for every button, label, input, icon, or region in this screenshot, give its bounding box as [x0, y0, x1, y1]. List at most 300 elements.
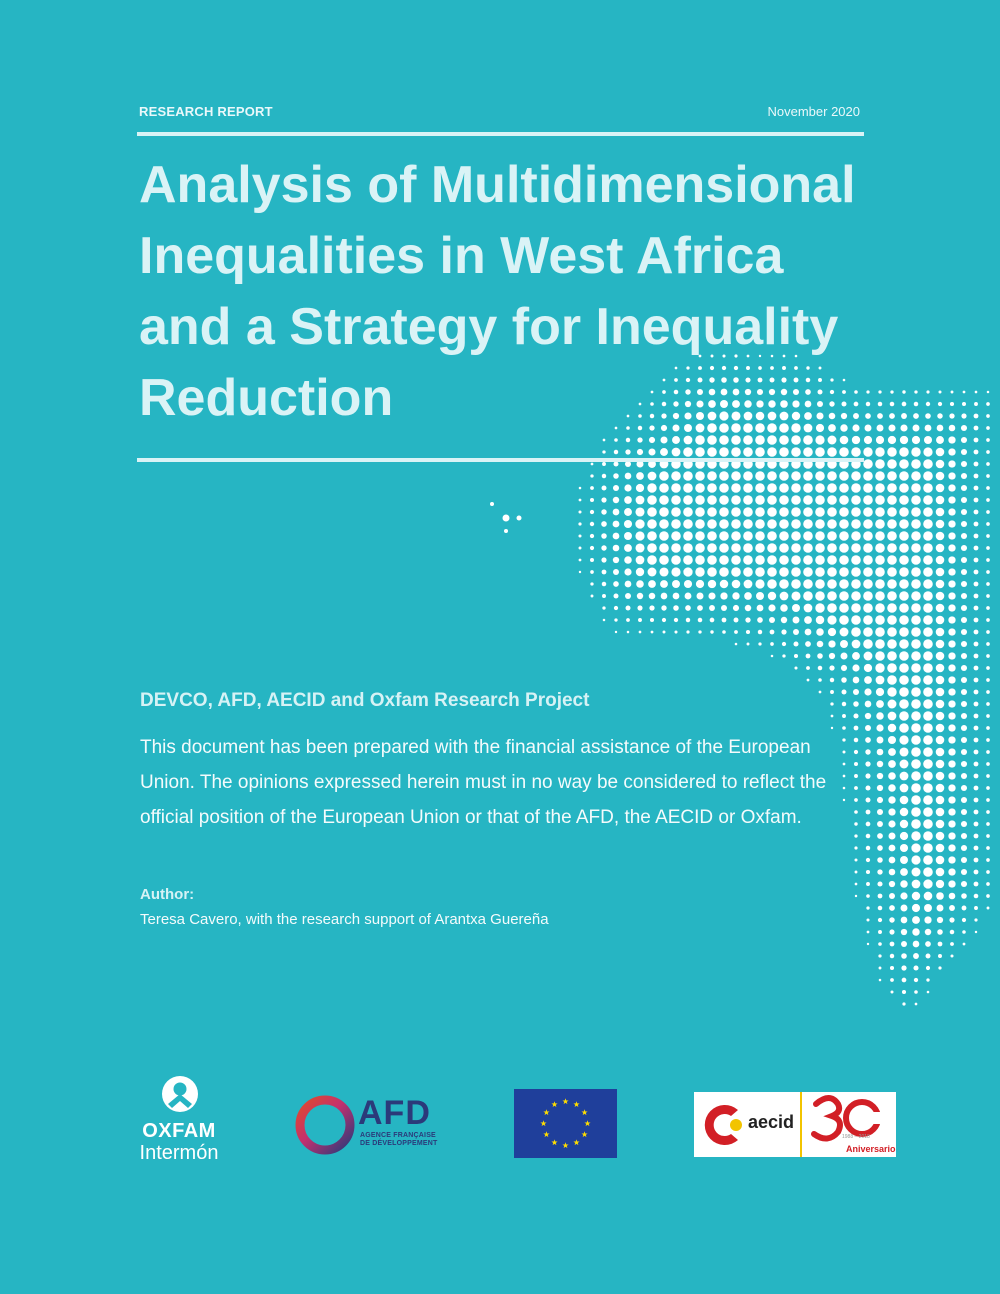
map-dot: [899, 507, 909, 517]
map-dot: [887, 459, 897, 469]
map-dot: [911, 483, 921, 493]
map-dot: [707, 531, 717, 541]
map-dot: [948, 604, 955, 611]
map-dot: [867, 931, 870, 934]
map-dot: [875, 579, 885, 589]
map-dot: [839, 603, 849, 613]
map-dot: [887, 687, 896, 696]
map-dot: [732, 580, 741, 589]
map-dot: [815, 471, 825, 481]
map-dot: [877, 797, 883, 803]
map-dot: [647, 483, 656, 492]
map-dot: [912, 928, 919, 935]
map-dot: [863, 459, 873, 469]
map-dot: [768, 604, 775, 611]
map-dot: [601, 497, 606, 502]
map-dot: [660, 436, 667, 443]
map-dot: [840, 640, 848, 648]
map-dot: [974, 810, 979, 815]
map-dot: [986, 798, 990, 802]
map-dot: [948, 520, 955, 527]
map-dot: [974, 882, 979, 887]
map-dot: [852, 664, 859, 671]
map-dot: [590, 522, 594, 526]
map-dot: [913, 425, 920, 432]
map-dot: [779, 579, 789, 589]
map-dot: [828, 436, 837, 445]
map-dot: [793, 641, 798, 646]
map-dot: [614, 606, 618, 610]
map-dot: [936, 676, 945, 685]
map-dot: [613, 581, 619, 587]
map-dot: [827, 483, 837, 493]
map-dot: [661, 593, 668, 600]
title-line: Reduction: [139, 369, 394, 427]
map-dot: [851, 579, 861, 589]
map-dot: [863, 471, 873, 481]
map-dot: [923, 567, 933, 577]
map-dot: [900, 844, 908, 852]
map-dot: [986, 702, 990, 706]
map-dot: [731, 555, 741, 565]
map-dot: [877, 881, 882, 886]
afd-subtitle-line: DE DÉVELOPPEMENT: [360, 1140, 438, 1147]
map-dot: [660, 448, 668, 456]
map-dot: [866, 918, 869, 921]
map-dot: [986, 858, 990, 862]
map-dot: [877, 785, 883, 791]
map-dot: [602, 582, 607, 587]
map-dot: [842, 738, 845, 741]
eu-star: [562, 1142, 568, 1148]
map-dot: [889, 869, 896, 876]
map-dot: [806, 666, 810, 670]
map-dot: [975, 391, 978, 394]
map-dot: [936, 844, 945, 853]
map-dot: [974, 726, 979, 731]
map-dot: [601, 545, 606, 550]
map-dot: [888, 724, 896, 732]
map-dot: [936, 580, 945, 589]
map-dot: [911, 831, 920, 840]
map-dot: [719, 447, 729, 457]
map-dot: [779, 567, 789, 577]
map-dot: [936, 712, 945, 721]
map-dot: [900, 760, 909, 769]
map-dot: [961, 557, 967, 563]
map-dot: [851, 531, 861, 541]
map-dot: [614, 618, 617, 621]
map-dot: [899, 723, 909, 733]
map-dot: [735, 643, 738, 646]
map-dot: [961, 665, 967, 671]
map-dot: [767, 495, 777, 505]
map-dot: [731, 483, 741, 493]
map-dot: [651, 631, 654, 634]
map-dot: [950, 954, 953, 957]
map-dot: [936, 604, 945, 613]
map-dot: [924, 892, 933, 901]
map-dot: [866, 894, 870, 898]
map-dot: [974, 594, 979, 599]
map-dot: [827, 567, 837, 577]
map-dot: [755, 531, 765, 541]
map-dot: [899, 627, 909, 637]
map-dot: [791, 519, 801, 529]
map-dot: [923, 819, 933, 829]
map-dot: [839, 579, 849, 589]
map-dot: [938, 402, 942, 406]
map-dot: [923, 867, 933, 877]
map-dot: [851, 495, 861, 505]
map-dot: [707, 555, 717, 565]
map-dot: [791, 591, 800, 600]
map-dot: [614, 462, 619, 467]
map-dot: [899, 555, 909, 565]
map-dot: [743, 507, 753, 517]
map-dot: [707, 495, 717, 505]
map-dot: [707, 483, 717, 493]
map-dot: [899, 675, 909, 685]
map-dot: [936, 856, 945, 865]
map-dot: [961, 869, 967, 875]
map-dot: [887, 579, 897, 589]
map-dot: [911, 591, 921, 601]
map-dot: [875, 531, 885, 541]
map-dot: [911, 759, 921, 769]
map-dot: [961, 893, 967, 899]
map-dot: [672, 580, 680, 588]
map-dot: [817, 653, 823, 659]
map-dot: [793, 629, 799, 635]
map-dot: [625, 581, 632, 588]
map-dot: [636, 496, 645, 505]
map-dot: [746, 630, 750, 634]
map-dot: [961, 521, 967, 527]
map-dot: [926, 954, 931, 959]
map-dot: [767, 531, 777, 541]
map-dot: [911, 795, 921, 805]
map-dot: [851, 471, 861, 481]
map-dot: [624, 568, 631, 575]
map-dot: [831, 715, 834, 718]
map-dot: [829, 653, 835, 659]
map-dot: [866, 402, 870, 406]
map-dot: [900, 820, 908, 828]
map-dot: [974, 438, 979, 443]
map-dot: [635, 531, 644, 540]
map-dot: [791, 435, 801, 445]
map-dot: [936, 664, 945, 673]
map-dot: [851, 543, 861, 553]
map-dot: [899, 663, 909, 673]
map-dot: [911, 615, 921, 625]
map-dot: [961, 713, 967, 719]
map-dot: [901, 929, 907, 935]
map-dot: [911, 663, 921, 673]
map-dot: [961, 581, 967, 587]
map-dot: [731, 495, 741, 505]
map-dot: [648, 580, 656, 588]
map-dot: [830, 690, 834, 694]
map-dot: [780, 604, 788, 612]
map-dot: [854, 846, 857, 849]
map-dot: [852, 640, 861, 649]
anniversary-panel: [802, 1092, 896, 1157]
map-dot: [961, 413, 966, 418]
map-dot: [923, 723, 933, 733]
map-dot: [948, 844, 955, 851]
map-dot: [974, 462, 979, 467]
map-dot: [671, 555, 681, 565]
title-rule-top: [137, 132, 864, 136]
map-dot: [924, 916, 931, 923]
map-dot: [923, 531, 933, 541]
map-dot: [974, 894, 979, 899]
map-dot: [948, 880, 955, 887]
map-dot: [961, 485, 967, 491]
map-dot: [948, 712, 955, 719]
map-dot: [925, 413, 931, 419]
map-dot: [923, 507, 933, 517]
map-dot: [937, 413, 942, 418]
map-dot: [743, 471, 753, 481]
map-dot: [926, 978, 929, 981]
map-dot: [911, 771, 921, 781]
map-dot: [936, 760, 945, 769]
map-dot: [866, 834, 871, 839]
map-dot: [986, 414, 990, 418]
map-dot: [936, 448, 945, 457]
map-dot: [986, 654, 990, 658]
map-dot: [579, 571, 581, 573]
map-dot: [815, 555, 825, 565]
map-dot: [986, 726, 990, 730]
map-dot: [887, 603, 897, 613]
map-dot: [974, 786, 979, 791]
map-dot: [923, 555, 933, 565]
map-dot: [827, 579, 837, 589]
map-dot: [938, 942, 943, 947]
map-dot: [671, 483, 681, 493]
map-dot: [913, 413, 919, 419]
map-dot: [987, 907, 990, 910]
map-dot: [986, 846, 990, 850]
map-dot: [936, 640, 945, 649]
map-dot: [865, 725, 871, 731]
map-dot: [719, 519, 729, 529]
eu-star: [543, 1131, 549, 1137]
map-dot: [779, 471, 789, 481]
map-dot: [962, 402, 966, 406]
map-dot: [695, 483, 705, 493]
map-dot: [671, 543, 681, 553]
map-dot: [923, 807, 933, 817]
map-dot: [911, 567, 921, 577]
map-dot: [914, 978, 918, 982]
map-dot: [637, 449, 643, 455]
map-dot: [863, 567, 873, 577]
map-dot: [923, 459, 933, 469]
map-dot: [911, 543, 921, 553]
map-dot: [672, 448, 681, 457]
map-dot: [888, 820, 895, 827]
map-dot: [889, 893, 895, 899]
map-dot: [755, 507, 765, 517]
map-dot: [755, 555, 765, 565]
map-dot: [923, 879, 932, 888]
map-dot: [902, 978, 907, 983]
map-dot: [936, 520, 945, 529]
map-dot: [815, 591, 825, 601]
map-dot: [974, 702, 979, 707]
map-dot: [900, 856, 908, 864]
map-dot: [888, 712, 897, 721]
map-dot: [867, 943, 869, 945]
map-dot: [661, 605, 666, 610]
map-dot: [603, 619, 606, 622]
map-dot: [743, 531, 753, 541]
map-dot: [923, 783, 933, 793]
map-dot: [827, 591, 837, 601]
map-dot: [865, 761, 870, 766]
map-dot: [613, 533, 620, 540]
map-dot: [948, 688, 955, 695]
map-dot: [936, 724, 945, 733]
map-dot: [911, 843, 920, 852]
map-dot: [900, 424, 907, 431]
map-dot: [757, 605, 764, 612]
map-dot: [602, 450, 605, 453]
map-dot: [875, 555, 885, 565]
map-dot: [948, 568, 955, 575]
map-dot: [911, 855, 920, 864]
map-dot: [937, 905, 944, 912]
map-dot: [888, 772, 896, 780]
map-dot: [719, 495, 729, 505]
map-dot: [815, 567, 825, 577]
map-dot: [791, 471, 801, 481]
map-dot: [948, 496, 955, 503]
map-dot: [986, 678, 990, 682]
map-dot: [719, 471, 729, 481]
map-dot: [708, 580, 716, 588]
map-dot: [758, 642, 761, 645]
map-dot: [755, 579, 764, 588]
map-dot: [900, 796, 909, 805]
map-dot: [879, 967, 882, 970]
map-dot: [878, 390, 881, 393]
map-dot: [731, 507, 741, 517]
map-dot: [938, 390, 941, 393]
map-dot: [888, 436, 896, 444]
map-dot: [722, 630, 726, 634]
map-dot: [779, 543, 789, 553]
map-dot: [649, 593, 656, 600]
map-dot: [936, 772, 945, 781]
map-dot: [827, 603, 837, 613]
map-dot: [843, 763, 846, 766]
map-dot: [974, 522, 979, 527]
map-dot: [698, 630, 701, 633]
map-dot: [839, 543, 849, 553]
map-dot: [782, 654, 785, 657]
map-dot: [961, 809, 967, 815]
map-dot: [887, 663, 897, 673]
map-dot: [635, 519, 644, 528]
map-dot: [647, 531, 657, 541]
map-dot: [779, 435, 789, 445]
map-dot: [877, 773, 883, 779]
map-dot: [923, 519, 933, 529]
map-dot: [602, 462, 606, 466]
map-dot: [843, 787, 846, 790]
map-dot: [948, 868, 955, 875]
map-dot: [626, 438, 630, 442]
map-dot: [734, 618, 739, 623]
map-dot: [948, 436, 955, 443]
map-dot: [948, 508, 955, 515]
map-dot: [913, 941, 920, 948]
map-dot: [683, 543, 693, 553]
map-dot: [878, 894, 883, 899]
map-dot: [854, 858, 857, 861]
map-dot: [840, 436, 849, 445]
map-dot: [961, 617, 967, 623]
map-dot: [923, 855, 933, 865]
map-dot: [842, 690, 847, 695]
map-dot: [590, 582, 593, 585]
map-dot: [949, 413, 954, 418]
map-dot: [887, 555, 897, 565]
map-dot: [961, 461, 967, 467]
map-dot: [803, 495, 813, 505]
map-dot: [839, 483, 849, 493]
map-dot: [936, 700, 945, 709]
map-dot: [579, 487, 582, 490]
map-dot: [963, 943, 966, 946]
map-dot: [889, 881, 895, 887]
map-dot: [841, 677, 847, 683]
map-dot: [936, 592, 945, 601]
map-dot: [986, 882, 990, 886]
map-dot: [839, 555, 849, 565]
map-dot: [877, 821, 883, 827]
map-dot: [864, 436, 872, 444]
map-dot: [673, 605, 679, 611]
map-dot: [767, 519, 777, 529]
map-dot: [986, 738, 990, 742]
map-dot: [890, 990, 893, 993]
map-dot: [602, 594, 606, 598]
map-dot: [986, 786, 990, 790]
map-dot: [803, 435, 813, 445]
map-dot: [936, 832, 945, 841]
map-dot: [948, 556, 955, 563]
map-dot: [707, 519, 717, 529]
map-dot: [791, 579, 801, 589]
map-dot: [804, 616, 812, 624]
map-dot: [839, 567, 849, 577]
map-dot: [974, 510, 979, 515]
map-dot: [591, 595, 594, 598]
aecid-logo-panel: [694, 1092, 802, 1157]
map-dot: [791, 495, 801, 505]
map-dot: [974, 678, 979, 683]
map-dot: [961, 449, 967, 455]
map-dot: [936, 796, 945, 805]
map-dot: [887, 627, 897, 637]
